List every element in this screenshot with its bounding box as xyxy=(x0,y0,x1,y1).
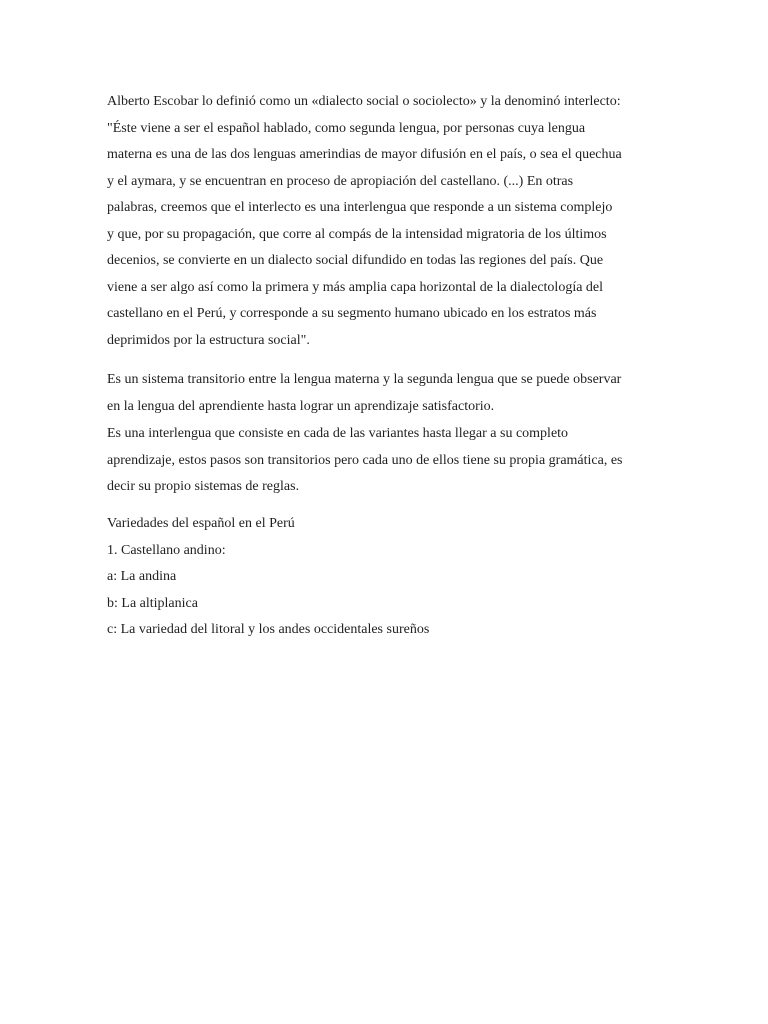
text-line: materna es una de las dos lenguas amerindias de mayor difusión en el país, o sea el quechua xyxy=(107,147,622,162)
text-line: en la lengua del aprendiente hasta lograr un aprendizaje satisfactorio. xyxy=(107,398,495,414)
text-line: y que, por su propagación, que corre al compás de la intensidad migratoria de los últimos xyxy=(107,226,607,242)
varieties-section xyxy=(107,511,667,644)
text-line: deprimidos por la estructura social". xyxy=(107,332,310,348)
text-line: Es una interlengua que consiste en cada de las variantes hasta llegar a su completo xyxy=(107,426,569,441)
text-line: Es un sistema transitorio entre la lengua materna y la segunda lengua que se puede observar xyxy=(107,372,622,387)
text-line: decenios, se convierte en un dialecto social difundido en todas las regiones del país. Que xyxy=(107,253,604,268)
paragraph-transitional-system xyxy=(107,367,667,420)
text-line: decir su propio sistemas de reglas. xyxy=(107,479,300,494)
list-heading: 1. Castellano andino: xyxy=(107,542,226,558)
text-line: viene a ser algo así como la primera y más amplia capa horizontal de la dialectología del xyxy=(107,279,604,295)
paragraph-interlanguage-definition xyxy=(107,421,667,501)
list-item: c: La variedad del litoral y los andes occidentales sureños xyxy=(107,622,430,637)
text-line: y el aymara, y se encuentran en proceso de apropiación del castellano. (...) En otras xyxy=(107,173,574,189)
text-line: "Éste viene a ser el español hablado, como segunda lengua, por personas cuya lengua xyxy=(107,120,586,136)
text-line: Alberto Escobar lo definió como un «dialecto social o sociolecto» y la denominó interlecto: xyxy=(107,94,621,109)
section-heading: Variedades del español en el Perú xyxy=(107,516,295,531)
text-line: aprendizaje, estos pasos son transitorios pero cada uno de ellos tiene su propia gramática, es xyxy=(107,452,623,468)
list-item: b: La altiplanica xyxy=(107,595,198,611)
paragraph-escobar-quote xyxy=(107,89,667,354)
list-item: a: La andina xyxy=(107,569,177,584)
text-line: palabras, creemos que el interlecto es una interlengua que responde a un sistema complejo xyxy=(107,200,613,215)
text-line: castellano en el Perú, y corresponde a su segmento humano ubicado en los estratos más xyxy=(107,306,597,321)
